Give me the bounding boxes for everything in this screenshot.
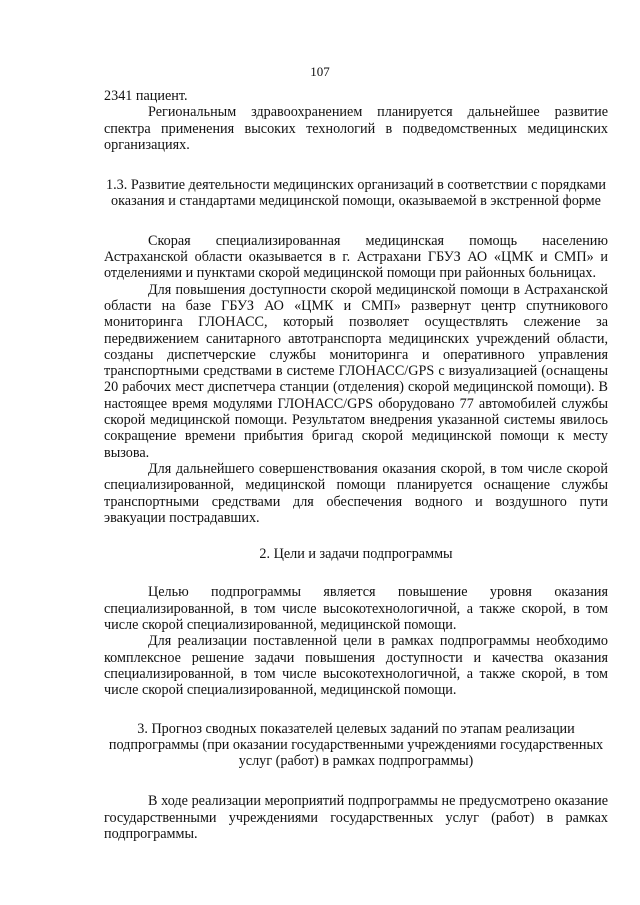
page-number: 107 [310, 64, 330, 79]
section-heading-3: 3. Прогноз сводных показателей целевых заданий по этапам реализации подпрограммы (при оказании государственными учреждениями государственных услуг (работ) в рамках подпрограммы) [108, 720, 604, 770]
paragraph: В ходе реализации мероприятий подпрограммы не предусмотрено оказание государственными учреждениями государственных услуг (работ) в рамках подпрограммы. [104, 793, 608, 842]
section-heading-1-3: 1.3. Развитие деятельности медицинских организаций в соответствии с порядками оказания и стандартами медицинской помощи, оказываемой в экстренной форме [106, 177, 606, 210]
paragraph: Для повышения доступности скорой медицинской помощи в Астраханской области на базе ГБУЗ АО «ЦМК и СМП» развернут центр спутникового мониторинга ГЛОНАСС, который позволяет осуществлять слежение за передвижением санитарного автотранспорта медицинских учреждений области, созданы диспетчерские службы мониторинга и оперативного управления транспортными средствами в системе ГЛОНАСС/GPS с визуализацией (оснащены 20 рабочих мест диспетчера станции (отделения) скорой медицинской помощи). В настоящее время модулями ГЛОНАСС/GPS оборудовано 77 автомобилей службы скорой медицинской помощи. Результатом внедрения указанной системы явилось сокращение времени прибытия бригад скорой медицинской помощи к месту вызова. [104, 281, 608, 461]
paragraph: 2341 пациент. [104, 88, 188, 104]
section-heading-2: 2. Цели и задачи подпрограммы [259, 546, 453, 563]
paragraph: Целью подпрограммы является повышение уровня оказания специализированной, в том числе высокотехнологичной, а также скорой, в том числе скорой специализированной, медицинской помощи. [104, 584, 608, 634]
page-content [104, 88, 608, 842]
paragraph: Для дальнейшего совершенствования оказания скорой, в том числе скорой специализированной, медицинской помощи планируется оснащение службы транспортными средствами для обеспечения водного и воздушного пути эвакуации пострадавших. [104, 460, 608, 526]
paragraph: Региональным здравоохранением планируется дальнейшее развитие спектра применения высоких технологий в подведомственных медицинских организациях. [104, 104, 608, 153]
paragraph: Скорая специализированная медицинская помощь населению Астраханской области оказывается в г. Астрахани ГБУЗ АО «ЦМК и СМП» и отделениями и пунктами скорой медицинской помощи при районных больницах. [104, 232, 608, 282]
paragraph: Для реализации поставленной цели в рамках подпрограммы необходимо комплексное решение задачи повышения доступности и качества оказания специализированной, в том числе высокотехнологичной, а также скорой, в том числе скорой специализированной, медицинской помощи. [104, 633, 608, 699]
